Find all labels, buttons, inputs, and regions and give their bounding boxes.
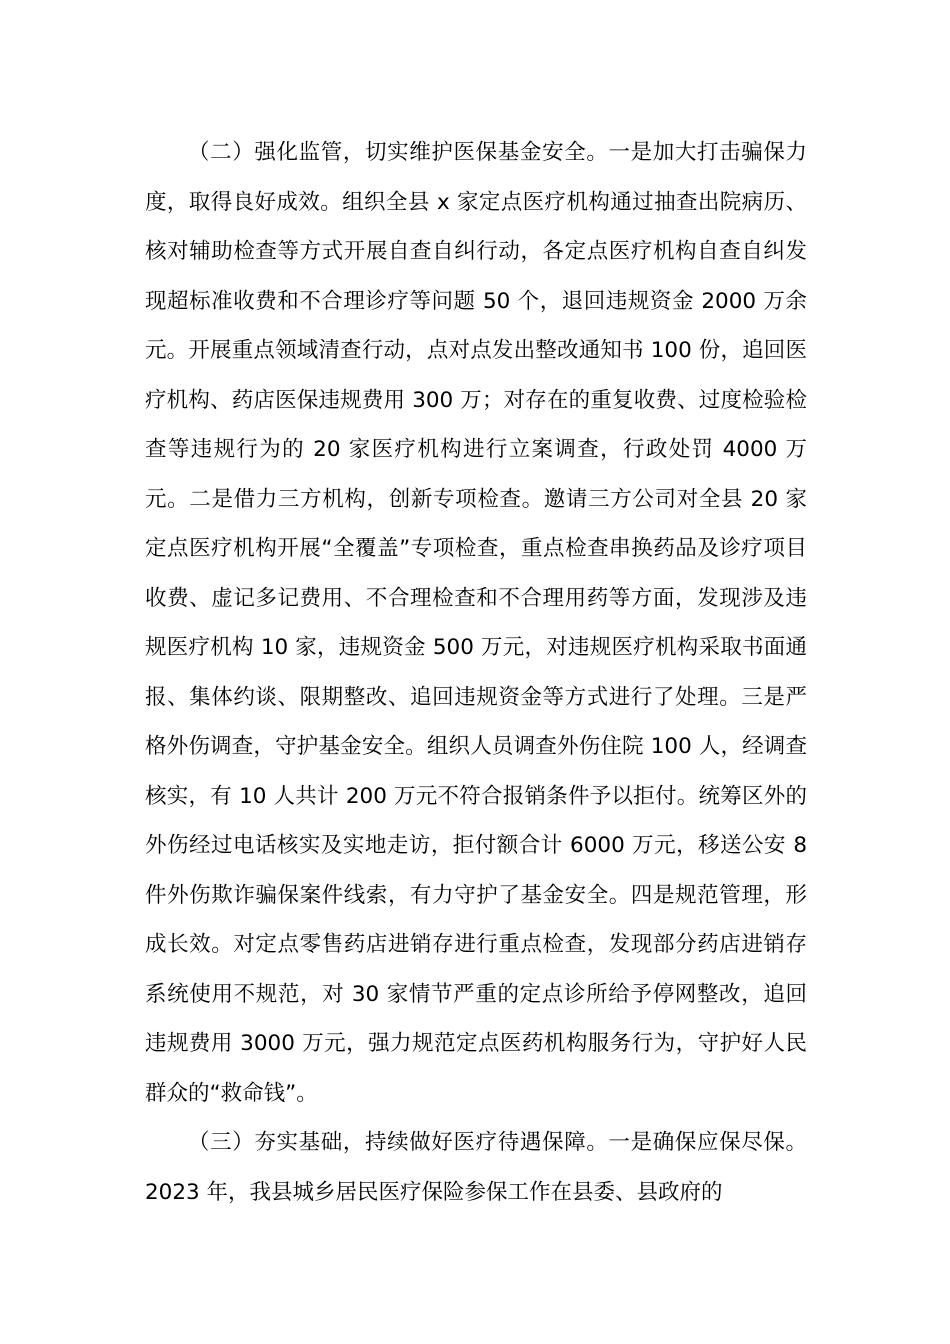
document-page bbox=[145, 128, 807, 1217]
paragraph-foundation: （三）夯实基础，持续做好医疗待遇保障。一是确保应保尽保。2023 年，我县城乡居民医疗保险参保工作在县委、县政府的 bbox=[145, 1130, 807, 1205]
paragraph-supervision: （二）强化监管，切实维护医保基金安全。一是加大打击骗保力度，取得良好成效。组织全县 x 家定点医疗机构通过抽查出院病历、核对辅助检查等方式开展自查自纠行动，各定点医疗机构自查自纠发现超标准收费和不合理诊疗等问题 50 个，退回违规资金 2000 万余元。开展重点领域清查行动，点对点发出整改通知书 100 份，追回医疗机构、药店医保违规费用 300 万；对存在的重复收费、过度检验检查等违规行为的 20 家医疗机构进行立案调查，行政处罚 4000 万元。二是借力三方机构，创新专项检查。邀请三方公司对全县 20 家定点医疗机构开展“全覆盖”专项检查，重点检查串换药品及诊疗项目收费、虚记多记费用、不合理检查和不合理用药等方面，发现涉及违规医疗机构 10 家，违规资金 500 万元，对违规医疗机构采取书面通报、集体约谈、限期整改、追回违规资金等方式进行了处理。三是严格外伤调查，守护基金安全。组织人员调查外伤住院 100 人，经调查核实，有 10 人共计 200 万元不符合报销条件予以拒付。统筹区外的外伤经过电话核实及实地走访，拒付额合计 6000 万元，移送公安 8 件外伤欺诈骗保案件线索，有力守护了基金安全。四是规范管理，形成长效。对定点零售药店进销存进行重点检查，发现部分药店进销存系统使用不规范，对 30 家情节严重的定点诊所给予停网整改，追回违规费用 3000 万元，强力规范定点医药机构服务行为，守护好人民群众的“救命钱”。 bbox=[145, 140, 807, 1106]
